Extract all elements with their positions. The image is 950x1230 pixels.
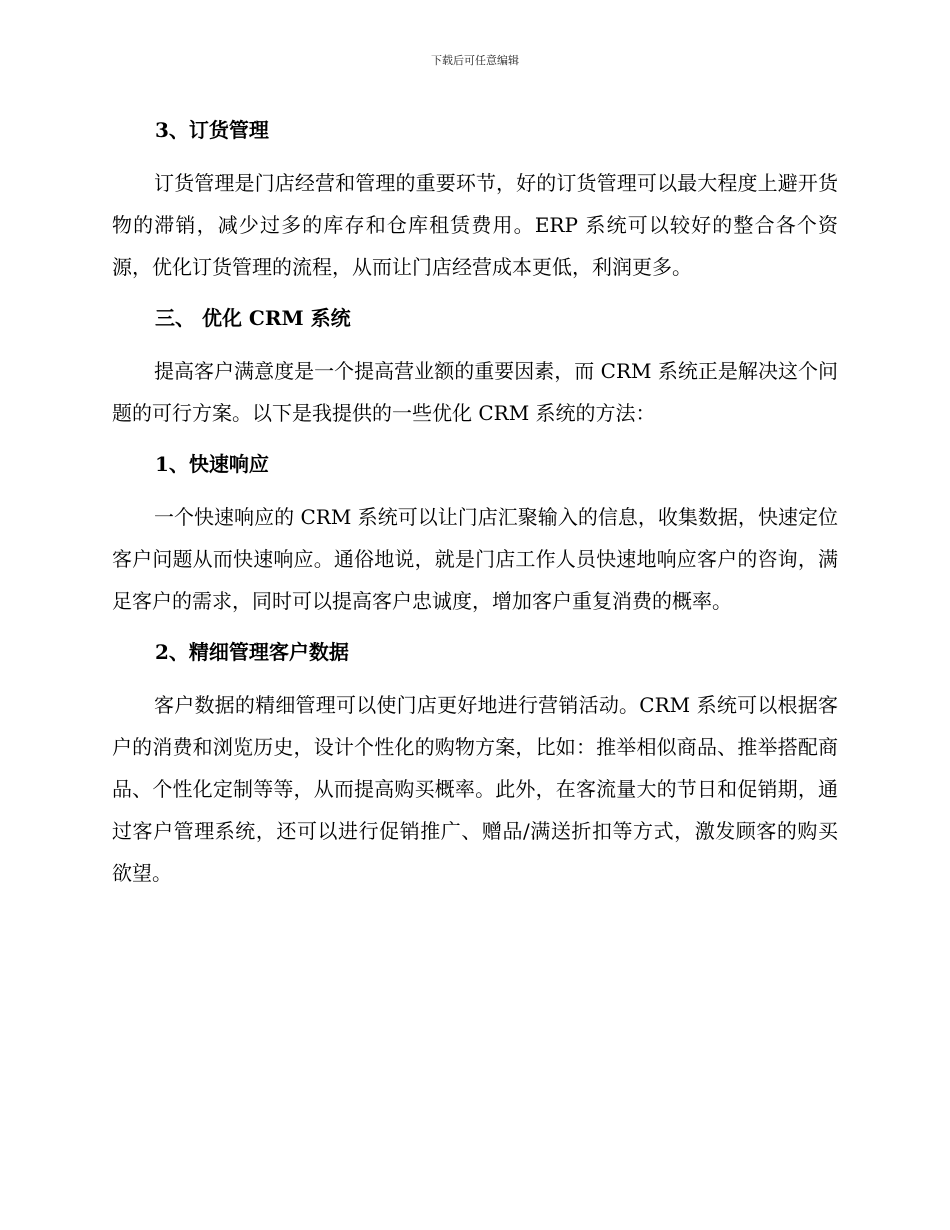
document-body — [112, 110, 838, 894]
section-paragraph-optimize-crm: 提高客户满意度是一个提高营业额的重要因素，而 CRM 系统正是解决这个问题的可行方案。以下是我提供的一些优化 CRM 系统的方法： — [112, 359, 838, 425]
section-paragraph-ordering-management: 订货管理是门店经营和管理的重要环节，好的订货管理可以最大程度上避开货物的滞销，减少过多的库存和仓库租赁费用。ERP 系统可以较好的整合各个资源，优化订货管理的流程，从而让门店经营成本更低，利润更多。 — [112, 171, 838, 279]
section-paragraph-quick-response: 一个快速响应的 CRM 系统可以让门店汇聚输入的信息，收集数据，快速定位客户问题从而快速响应。通俗地说，就是门店工作人员快速地响应客户的咨询，满足客户的需求，同时可以提高客户忠诚度，增加客户重复消费的概率。 — [112, 505, 838, 613]
section-heading-quick-response: 1、快速响应 — [155, 452, 269, 476]
page-header: 下载后可任意编辑 — [431, 54, 519, 67]
section-heading-customer-data: 2、精细管理客户数据 — [155, 640, 349, 664]
section-heading-optimize-crm: 三、 优化 CRM 系统 — [155, 306, 351, 330]
section-heading-ordering-management: 3、订货管理 — [155, 118, 269, 142]
section-paragraph-customer-data: 客户数据的精细管理可以使门店更好地进行营销活动。CRM 系统可以根据客户的消费和浏览历史，设计个性化的购物方案，比如：推举相似商品、推举搭配商品、个性化定制等等，从而提高购买概率。此外，在客流量大的节日和促销期，通过客户管理系统，还可以进行促销推广、赠品/满送折扣等方式，激发顾客的购买欲望。 — [112, 693, 838, 885]
